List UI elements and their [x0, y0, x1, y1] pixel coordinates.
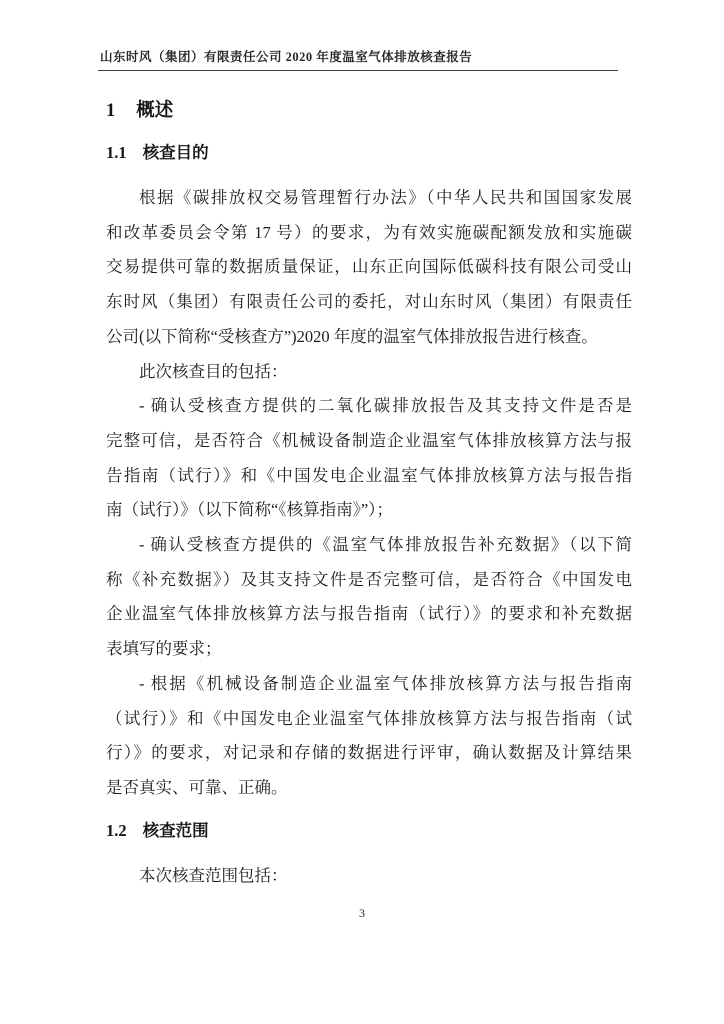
text-line: - 根据《机械设备制造企业温室气体排放核算方法与报告指南: [139, 673, 632, 693]
section-1-title: 概述: [136, 101, 174, 121]
text-line: 告指南（试行）》和《中国发电企业温室气体排放核算方法与报告指: [106, 465, 632, 485]
running-header-title: 山东时风（集团）有限责任公司 2020 年度温室气体排放核查报告: [100, 50, 473, 64]
section-1-1-heading: [106, 141, 632, 165]
section-1-heading: [106, 98, 632, 124]
text-line: 本次核查范围包括：: [139, 865, 288, 885]
bullet-review-records: [106, 667, 632, 806]
section-1-1-number: 1.1: [106, 143, 127, 162]
text-line: 是否真实、可靠、正确。: [106, 777, 288, 797]
text-line: 公司(以下简称“受核查方”)2020 年度的温室气体排放报告进行核查。: [106, 326, 598, 346]
paragraph-scope-intro: [106, 859, 632, 894]
text-line: 行）》的要求，对记录和存储的数据进行评审，确认数据及计算结果: [106, 743, 632, 763]
text-line: 完整可信，是否符合《机械设备制造企业温室气体排放核算方法与报: [106, 430, 632, 450]
page-header: [98, 47, 618, 71]
text-line: 表填写的要求；: [106, 639, 222, 659]
text-line: 南（试行）》（以下简称“《核算指南》”）；: [106, 500, 393, 520]
bullet-confirm-supplementary-data: [106, 528, 632, 667]
text-line: 企业温室气体排放核算方法与报告指南（试行）》的要求和补充数据: [106, 604, 632, 624]
text-line: - 确认受核查方提供的《温室气体排放报告补充数据》（以下简: [139, 535, 632, 555]
section-1-2-title: 核查范围: [142, 820, 209, 840]
section-1-1-title: 核查目的: [142, 143, 209, 162]
bullet-confirm-co2-report: [106, 389, 632, 528]
header-rule: [98, 70, 618, 71]
paragraph-purpose-intro: [106, 355, 632, 390]
text-line: 东时风（集团）有限责任公司的委托，对山东时风（集团）有限责任: [106, 292, 632, 312]
text-line: - 确认受核查方提供的二氧化碳排放报告及其支持文件是否是: [139, 396, 632, 416]
page-footer: [0, 906, 724, 921]
section-1-number: 1: [106, 101, 116, 121]
text-line: （试行）》和《中国发电企业温室气体排放核算方法与报告指南（试: [106, 708, 632, 728]
text-line: 称《补充数据》）及其支持文件是否完整可信，是否符合《中国发电: [106, 569, 632, 589]
section-1-2-number: 1.2: [106, 820, 127, 840]
page-number: 3: [359, 906, 365, 920]
section-1-2-heading: [106, 819, 632, 843]
text-line: 交易提供可靠的数据质量保证，山东正向国际低碳科技有限公司受山: [106, 257, 632, 277]
text-line: 此次核查目的包括：: [139, 361, 288, 381]
document-content: [106, 98, 632, 893]
text-line: 和改革委员会令第 17 号）的要求，为有效实施碳配额发放和实施碳: [106, 222, 632, 242]
text-line: 根据《碳排放权交易管理暂行办法》（中华人民共和国国家发展: [139, 188, 632, 207]
paragraph-verification-basis: [106, 181, 632, 355]
